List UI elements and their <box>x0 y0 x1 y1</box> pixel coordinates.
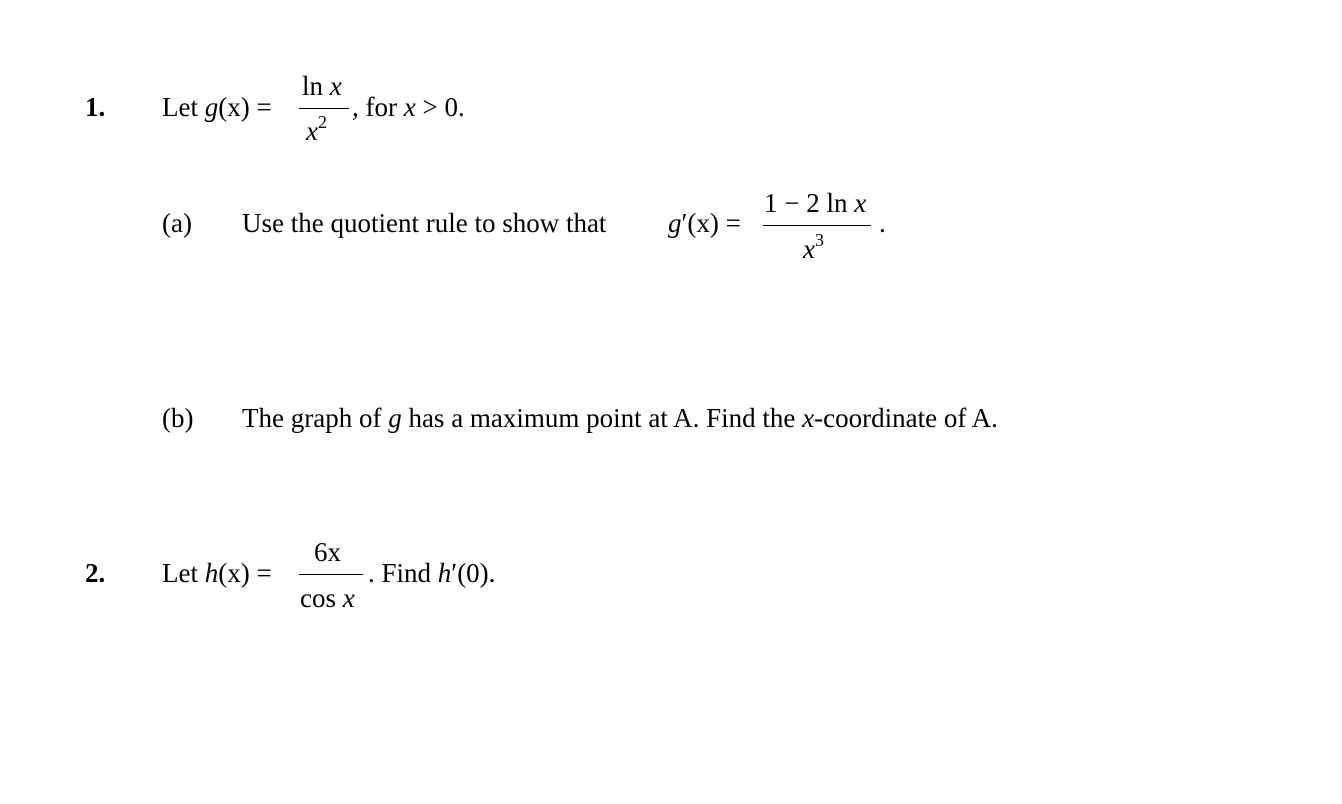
numerator-var: x <box>854 188 867 218</box>
q2-fraction-bar <box>299 574 363 575</box>
cos-text: cos <box>300 583 336 613</box>
part-a-text: Use the quotient rule to show that <box>242 208 607 238</box>
question-1-number: 1. <box>85 92 106 122</box>
part-b-var-x: x <box>802 403 815 433</box>
question-1-stem-left <box>162 92 272 123</box>
part-a-end: . <box>879 208 886 238</box>
denominator-exponent: 2 <box>317 112 327 132</box>
part-b-text-1: The graph of <box>242 403 389 433</box>
part-a-fraction-bar <box>763 225 871 226</box>
part-a-label: (a) <box>162 208 192 238</box>
part-b-text-2: has a maximum point at A. Find the <box>401 403 803 433</box>
numerator-text: 1 − 2 ln <box>764 188 848 218</box>
suffix-1: . Find <box>368 558 438 588</box>
suffix-2: ′(0). <box>451 558 496 588</box>
q1-fraction-denominator <box>306 112 327 147</box>
denominator-var: x <box>306 116 318 146</box>
stem-suffix-var: x <box>403 92 416 122</box>
lhs-prime: ′ <box>681 208 688 238</box>
suffix-func: h <box>437 558 452 588</box>
lhs-arg: (x) = <box>687 208 741 238</box>
q2-fraction-numerator: 6x <box>314 537 341 567</box>
stem-arg: (x) = <box>218 92 272 122</box>
stem-suffix-2: > 0. <box>415 92 465 122</box>
function-h: h <box>204 558 219 588</box>
stem-arg: (x) = <box>218 558 272 588</box>
question-1-stem-right <box>352 92 465 123</box>
q1-fraction-numerator <box>302 71 342 102</box>
q1-fraction-bar <box>299 108 349 109</box>
part-a-fraction-numerator <box>764 188 866 219</box>
question-2-number: 2. <box>85 558 106 588</box>
denominator-exponent: 3 <box>814 230 824 250</box>
lhs-func: g <box>668 208 682 238</box>
stem-prefix: Let <box>162 558 205 588</box>
question-2-stem-left <box>162 558 272 589</box>
denominator-var: x <box>803 234 815 264</box>
ln-text: ln <box>302 71 324 101</box>
part-a-fraction-denominator <box>803 230 824 265</box>
numerator-var: x <box>329 71 342 101</box>
part-b-var-g: g <box>388 403 402 433</box>
denominator-var: x <box>342 583 355 613</box>
part-a-lhs <box>668 208 741 239</box>
stem-suffix-1: , for <box>352 92 404 122</box>
part-b-text-3: -coordinate of A. <box>814 403 998 433</box>
question-2-stem-right <box>368 558 495 589</box>
function-g: g <box>204 92 219 122</box>
part-b-label: (b) <box>162 403 194 433</box>
stem-prefix: Let <box>162 92 205 122</box>
part-b-text <box>242 403 998 434</box>
q2-fraction-denominator <box>300 583 355 614</box>
